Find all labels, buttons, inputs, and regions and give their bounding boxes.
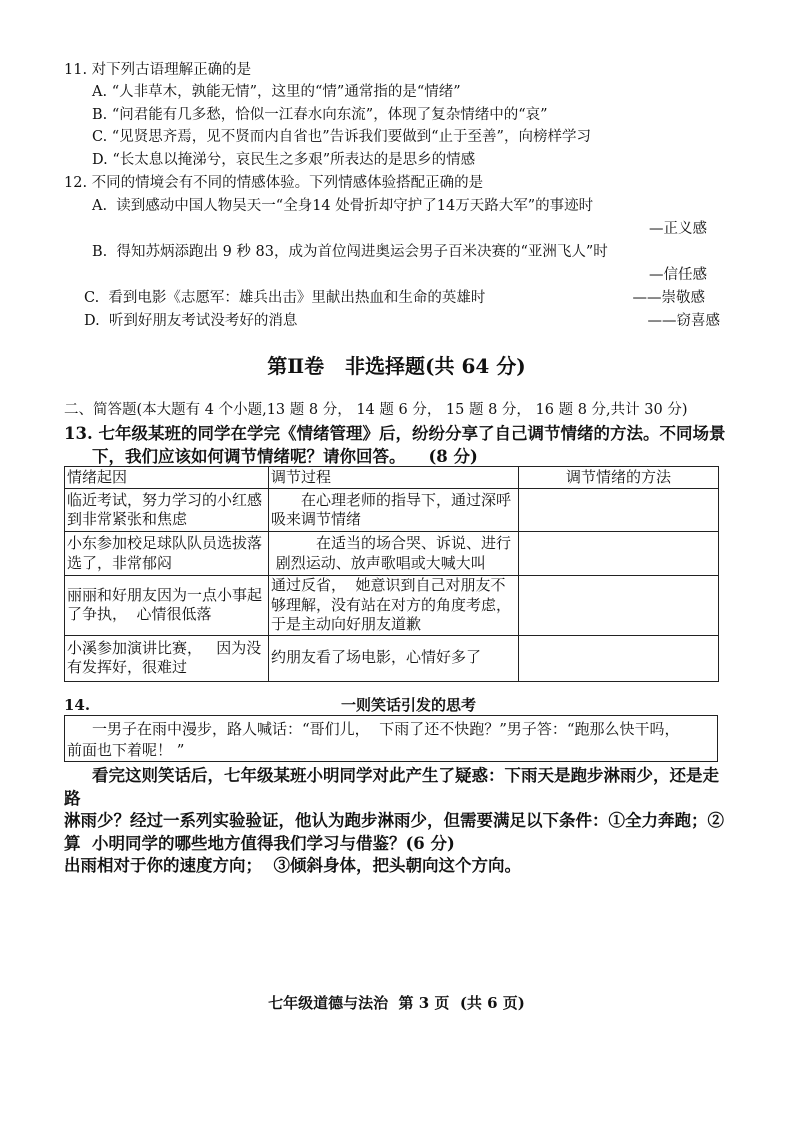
question-12-option-a-feeling: —正义感 [649,221,707,237]
table-row [65,532,719,576]
cause-cell: 临近考试，努力学习的小红感 到非常紧张和焦虑 [65,489,269,532]
question-12-stem: 12. 不同的情境会有不同的情感体验。下列情感体验搭配正确的是 [64,175,484,191]
question-12-option-b-feeling: —信任感 [649,267,707,283]
header-regulation-process: 调节过程 [269,467,519,489]
question-12-option-c-row [64,287,729,310]
question-11-option-c: C. “见贤思齐焉，见不贤而内自省也”告诉我们要做到“止于至善”，向榜样学习 [92,129,591,146]
question-12-option-c: C. 看到电影《志愿军：雄兵出击》里献出热血和生命的英雄时 [84,290,486,306]
method-answer-cell [519,532,719,576]
question-14-header [64,694,718,716]
question-12-option-d: D. 听到好朋友考试没考好的消息 [84,313,298,329]
process-cell: 约朋友看了场电影，心情好多了 [269,635,519,681]
question-11-option-b: B. “问君能有几多愁，恰似一江春水向东流”，体现了复杂情绪中的“哀” [92,106,548,123]
question-14-title: 一则笑话引发的思考 [341,696,477,714]
question-12-option-c-feeling: ——崇敬感 [632,290,705,306]
process-cell: 在适当的场合哭、诉说、进行 剧烈运动、放声歌唱或大喊大叫 [269,532,519,576]
question-11-option-d: D. “长太息以掩涕兮，哀民生之多艰”所表达的是思乡的情感 [92,151,476,168]
method-answer-cell [519,489,719,532]
question-12-option-d-row [64,310,729,333]
question-13-stem: 13. 七年级某班的同学在学完《情绪管理》后，纷纷分享了自己调节情绪的方法。不同场景 下，我们应该如何调节情绪呢？请你回答。 (8 分) [64,424,726,466]
table-row [65,576,719,636]
short-answer-section-title: 二、简答题(本大题有 4 个小题,13 题 8 分， 14 题 6 分， 15 题 8 分， 16 题 8 分,共计 30 分) [64,402,688,418]
question-12 [64,172,729,333]
cause-cell: 丽丽和好朋友因为一点小事起 了争执， 心情很低落 [65,576,269,636]
question-14-prompt: 小明同学的哪些地方值得我们学习与借鉴？(6 分) [92,834,455,853]
cause-cell: 小东参加校足球队队员选拔落 选了，非常郁闷 [65,532,269,576]
question-12-option-a: A. 读到感动中国人物吴天一“全身14 处骨折却守护了14万天路大军”的事迹时 [92,198,594,214]
header-emotion-cause: 情绪起因 [65,467,269,489]
table-row [65,489,719,532]
method-answer-cell [519,576,719,636]
question-11-option-a: A. “人非草木，孰能无情”，这里的“情”通常指的是“情绪” [92,84,461,101]
cause-cell: 小溪参加演讲比赛， 因为没 有发挥好，很难过 [65,635,269,681]
question-11-stem: 11. 对下列古语理解正确的是 [64,62,252,78]
process-cell: 通过反省， 她意识到自己对朋友不 够理解，没有站在对方的角度考虑， 于是主动向好朋友道歉 [269,576,519,636]
process-cell: 在心理老师的指导下，通过深呼 吸来调节情绪 [269,489,519,532]
part-2-heading: 第Ⅱ卷 非选择题(共 64 分) [267,354,526,378]
table-row [65,635,719,681]
question-14-passage: 看完这则笑话后，七年级某班小明同学对此产生了疑惑：下雨天是跑步淋雨少，还是走路 淋雨少？经过一系列实验验证，他认为跑步淋雨少，但需要满足以下条件：①全力奔跑；②算 出雨相对于你的速度方向； ③倾斜身体，把头朝向这个方向。 [64,766,724,875]
question-12-option-b: B. 得知苏炳添跑出 9 秒 83，成为首位闯进奥运会男子百米决赛的“亚洲飞人”时 [92,244,608,260]
method-answer-cell [519,635,719,681]
question-14-number: 14. [64,696,91,714]
question-12-option-d-feeling: ——窃喜感 [647,313,720,329]
page-footer: 七年级道德与法治 第 3 页 (共 6 页) [268,994,525,1012]
header-regulation-method: 调节情绪的方法 [519,467,719,489]
table-header-row [65,467,719,489]
joke-box: 一男子在雨中漫步，路人喊话：“哥们儿， 下雨了还不快跑？”男子答：“跑那么快干吗， 前面也下着呢！ ” [64,715,718,762]
question-11 [64,59,729,171]
emotion-regulation-table [64,466,719,682]
